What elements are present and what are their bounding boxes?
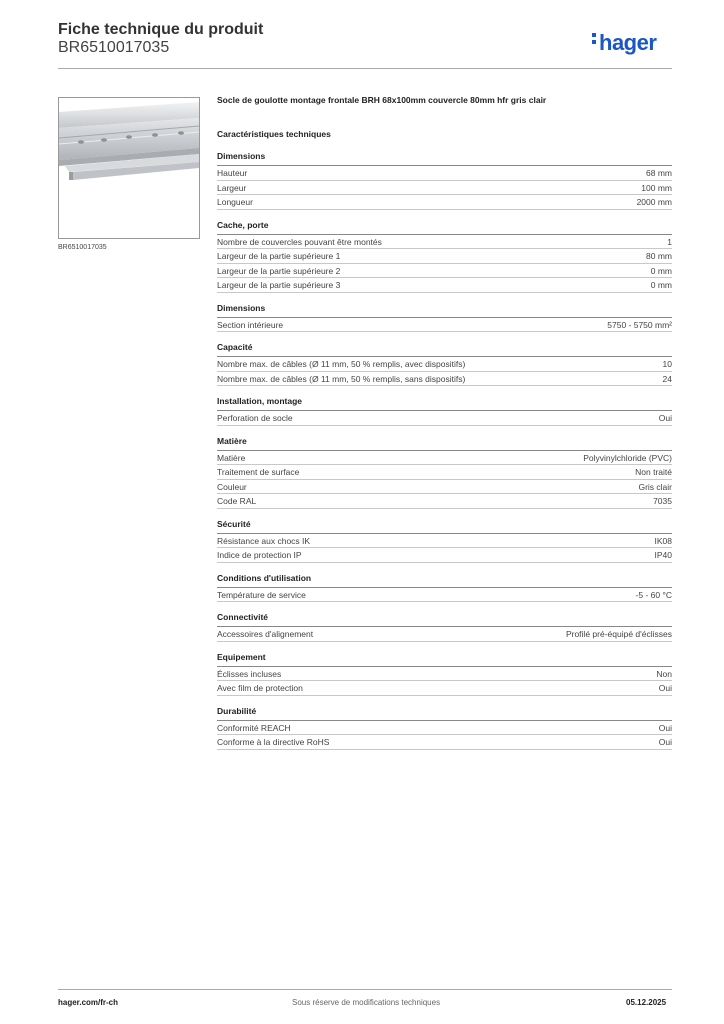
spec-label: Conforme à la directive RoHS [217,737,330,747]
spec-label: Température de service [217,589,306,600]
spec-section [217,652,672,696]
spec-value: Profilé pré-équipé d'éclisses [565,629,672,639]
spec-label: Traitement de surface [217,467,300,477]
section-heading: Conditions d'utilisation [217,573,672,588]
section-heading: Capacité [217,342,672,357]
spec-row [217,548,672,563]
spec-value: IK08 [654,535,672,546]
spec-value: Oui [658,413,672,423]
spec-row [217,534,672,549]
spec-row [217,195,672,210]
product-reference: BR6510017035 [58,39,170,56]
spec-row [217,264,672,279]
spec-row [217,235,672,250]
spec-row [217,318,672,333]
spec-label: Hauteur [217,168,248,178]
spec-label: Nombre max. de câbles (Ø 11 mm, 50 % remplis, sans dispositifs) [217,373,466,384]
spec-row [217,735,672,750]
characteristics-title: Caractéristiques techniques [217,129,331,139]
spec-label: Largeur [217,182,247,193]
spec-section [217,151,672,210]
spec-value: 7035 [653,496,672,506]
spec-value: 10 [662,359,672,369]
footer-date: 05.12.2025 [626,998,667,1007]
spec-row [217,480,672,495]
spec-section [217,220,672,293]
spec-label: Largeur de la partie supérieure 2 [217,265,341,276]
spec-value: Non [656,668,672,679]
hager-logo [592,30,656,56]
product-title: Socle de goulotte montage frontale BRH 68x100mm couvercle 80mm hfr gris clair [217,95,547,105]
section-heading: Connectivité [217,612,672,627]
spec-label: Couleur [217,481,247,492]
spec-label: Indice de protection IP [217,550,302,560]
spec-row [217,278,672,293]
spec-row [217,494,672,509]
spec-section [217,342,672,386]
spec-value: 5750 - 5750 mm² [607,319,672,330]
spec-row [217,465,672,480]
spec-section [217,396,672,426]
section-heading: Sécurité [217,519,672,534]
spec-section [217,612,672,642]
spec-value: 100 mm [641,182,672,193]
spec-sections [217,151,672,750]
logo-text: hager [599,30,657,55]
spec-row [217,588,672,603]
spec-row [217,166,672,181]
spec-value: Non traité [635,467,672,477]
spec-section [217,303,672,333]
spec-row [217,411,672,426]
logo-dots-icon [592,33,597,47]
spec-row [217,372,672,387]
page-title: Fiche technique du produit [58,21,264,38]
section-heading: Dimensions [217,151,672,166]
spec-value: 1 [667,236,672,247]
spec-section [217,436,672,509]
footer-disclaimer: Sous réserve de modifications techniques [292,998,441,1007]
spec-value: 80 mm [646,251,672,261]
spec-row [217,249,672,264]
spec-value: 2000 mm [636,197,672,207]
spec-label: Code RAL [217,496,257,506]
section-heading: Equipement [217,652,672,667]
spec-label: Nombre de couvercles pouvant être montés [217,236,382,247]
spec-value: 0 mm [650,280,672,290]
spec-value: -5 - 60 °C [635,589,672,600]
spec-value: IP40 [654,550,672,560]
spec-value: Oui [658,737,672,747]
spec-value: Polyvinylchloride (PVC) [583,452,672,463]
spec-label: Matière [217,452,246,463]
spec-value: Oui [658,683,672,693]
section-heading: Cache, porte [217,220,672,235]
spec-value: 0 mm [650,265,672,276]
cable-trunking-image [59,98,199,238]
spec-section [217,573,672,603]
spec-row [217,181,672,196]
spec-label: Accessoires d'alignement [217,629,314,639]
spec-value: 68 mm [646,168,672,178]
footer-website-link[interactable]: hager.com/fr-ch [58,998,119,1007]
section-heading: Installation, montage [217,396,672,411]
image-caption: BR6510017035 [58,244,107,251]
spec-row [217,627,672,642]
spec-section [217,519,672,563]
section-heading: Matière [217,436,672,451]
footer-divider [58,989,672,990]
spec-label: Éclisses incluses [217,668,282,679]
spec-row [217,451,672,466]
spec-label: Perforation de socle [217,413,293,423]
spec-row [217,357,672,372]
spec-section [217,706,672,750]
section-heading: Dimensions [217,303,672,318]
header-divider [58,68,672,69]
spec-label: Largeur de la partie supérieure 3 [217,280,341,290]
spec-label: Résistance aux chocs IK [217,535,311,546]
section-heading: Durabilité [217,706,672,721]
spec-value: 24 [662,373,672,384]
spec-value: Oui [658,722,672,733]
spec-row [217,681,672,696]
spec-label: Conformité REACH [217,722,291,733]
spec-label: Largeur de la partie supérieure 1 [217,251,341,261]
spec-label: Nombre max. de câbles (Ø 11 mm, 50 % remplis, avec dispositifs) [217,359,466,369]
spec-label: Avec film de protection [217,683,303,693]
specs-content [217,95,672,760]
spec-row [217,721,672,736]
spec-label: Longueur [217,197,253,207]
spec-value: Gris clair [638,481,672,492]
product-image [58,97,200,239]
spec-label: Section intérieure [217,319,284,330]
spec-row [217,667,672,682]
